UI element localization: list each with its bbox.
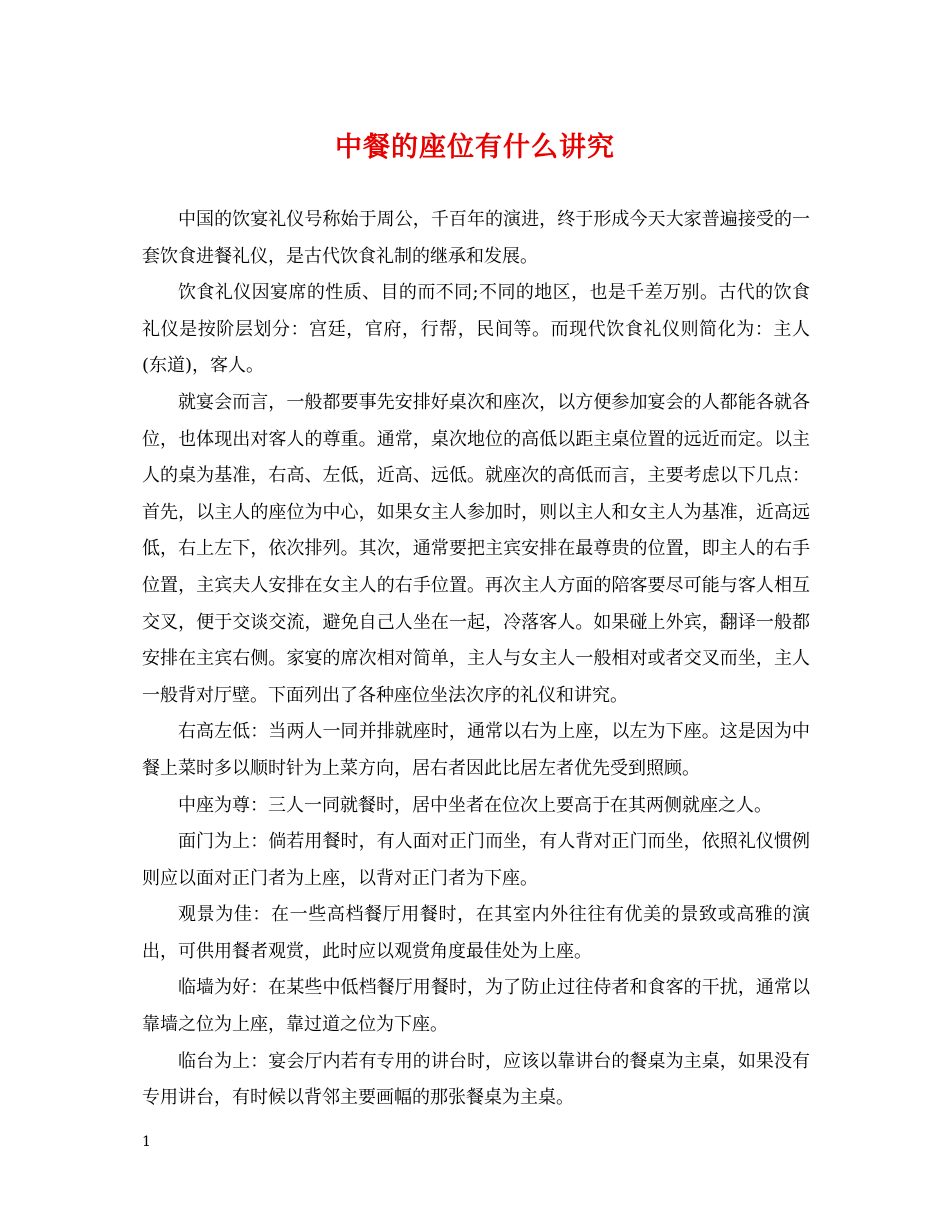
paragraph: 右高左低：当两人一同并排就座时，通常以右为上座，以左为下座。这是因为中餐上菜时多以顺时针为上菜方向，居右者因此比居左者优先受到照顾。 [142, 721, 810, 779]
document-body [142, 202, 810, 1117]
paragraph: 中国的饮宴礼仪号称始于周公，千百年的演进，终于形成今天大家普遍接受的一套饮食进餐礼仪，是古代饮食礼制的继承和发展。 [142, 209, 810, 267]
paragraph: 就宴会而言，一般都要事先安排好桌次和座次，以方便参加宴会的人都能各就各位，也体现出对客人的尊重。通常，桌次地位的高低以距主桌位置的远近而定。以主人的桌为基准，右高、左低，近高、远低。就座次的高低而言，主要考虑以下几点：首先，以主人的座位为中心，如果女主人参加时，则以主人和女主人为基准，近高远低，右上左下，依次排列。其次，通常要把主宾安排在最尊贵的位置，即主人的右手位置，主宾夫人安排在女主人的右手位置。再次主人方面的陪客要尽可能与客人相互交叉，便于交谈交流，避免自己人坐在一起，冷落客人。如果碰上外宾，翻译一般都安排在主宾右侧。家宴的席次相对简单，主人与女主人一般相对或者交叉而坐，主人一般背对厅壁。下面列出了各种座位坐法次序的礼仪和讲究。 [142, 391, 810, 706]
paragraph: 临台为上：宴会厅内若有专用的讲台时，应该以靠讲台的餐桌为主桌，如果没有专用讲台，有时候以背邻主要画幅的那张餐桌为主桌。 [142, 1050, 810, 1109]
paragraph: 饮食礼仪因宴席的性质、目的而不同;不同的地区，也是千差万别。古代的饮食礼仪是按阶层划分：宫廷，官府，行帮，民间等。而现代饮食礼仪则简化为：主人(东道)，客人。 [142, 282, 810, 377]
paragraph: 中座为尊：三人一同就餐时，居中坐者在位次上要高于在其两侧就座之人。 [178, 794, 772, 816]
page-number: 1 [142, 1134, 151, 1150]
paragraph: 面门为上：倘若用餐时，有人面对正门而坐，有人背对正门而坐，依照礼仪惯例则应以面对正门者为上座，以背对正门者为下座。 [142, 831, 810, 889]
paragraph: 临墙为好：在某些中低档餐厅用餐时，为了防止过往侍者和食客的干扰，通常以靠墙之位为上座，靠过道之位为下座。 [142, 977, 810, 1036]
document-title: 中餐的座位有什么讲究 [335, 132, 615, 163]
paragraph: 观景为佳：在一些高档餐厅用餐时，在其室内外往往有优美的景致或高雅的演出，可供用餐者观赏，此时应以观赏角度最佳处为上座。 [142, 904, 810, 962]
